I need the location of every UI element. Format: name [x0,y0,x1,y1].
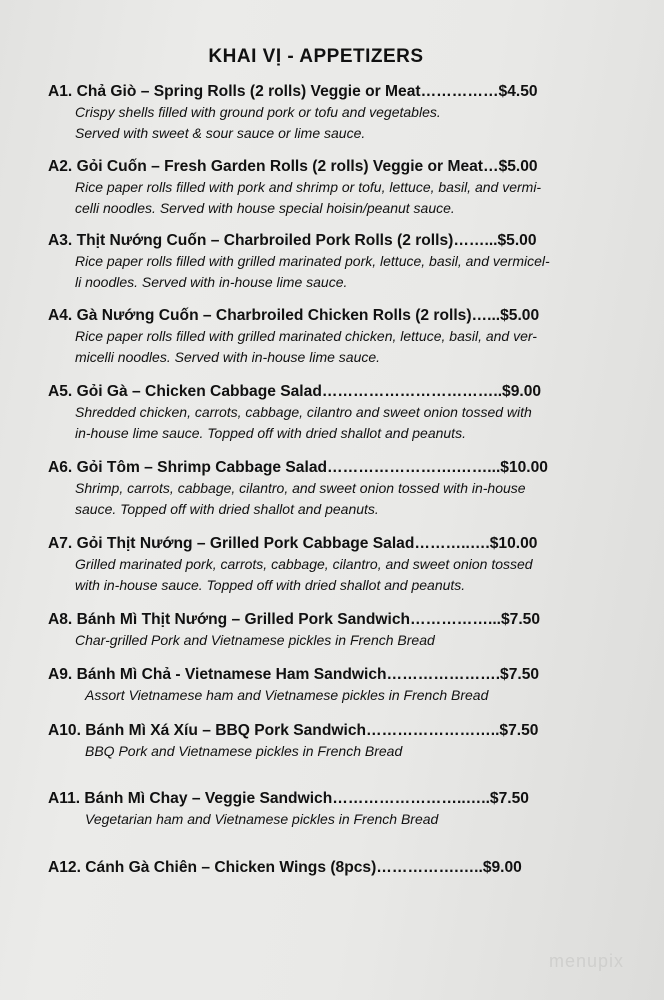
item-description-line: Grilled marinated pork, carrots, cabbage, cilantro, and sweet onion tossed [75,556,533,572]
item-heading: A9. Bánh Mì Chả - Vietnamese Ham Sandwich………………….$7.50 [48,666,540,683]
menu-item-a7 [48,534,608,596]
item-heading: A12. Cánh Gà Chiên – Chicken Wings (8pcs)…………….…..$9.00 [48,859,522,876]
item-description-line: Crispy shells filled with ground pork or tofu and vegetables. [75,104,441,120]
item-description-line: li noodles. Served with in-house lime sauce. [75,274,348,290]
item-description-line: Char-grilled Pork and Vietnamese pickles in French Bread [75,632,435,648]
item-heading: A10. Bánh Mì Xá Xíu – BBQ Pork Sandwich……………………..$7.50 [48,722,539,739]
item-description-line: celli noodles. Served with house special hoisin/peanut sauce. [75,200,455,216]
menu-item-a11 [48,789,608,830]
item-heading: A11. Bánh Mì Chay – Veggie Sandwich……………………..…..$7.50 [48,790,529,807]
menu-item-a1 [48,82,608,144]
item-description-line: Rice paper rolls filled with grilled marinated chicken, lettuce, basil, and ver- [75,328,537,344]
item-description-line: in-house lime sauce. Topped off with dried shallot and peanuts. [75,425,466,441]
menu-item-a10 [48,721,608,762]
item-heading: A5. Gỏi Gà – Chicken Cabbage Salad……………………………..$9.00 [48,383,542,400]
item-heading: A3. Thịt Nướng Cuốn – Charbroiled Pork Rolls (2 rolls)……...$5.00 [48,232,537,249]
menu-item-a8 [48,610,608,651]
item-description-line: Rice paper rolls filled with grilled marinated pork, lettuce, basil, and vermicel- [75,253,550,269]
item-heading: A7. Gỏi Thịt Nướng – Grilled Pork Cabbage Salad………..….$10.00 [48,535,538,552]
menu-item-a9 [48,665,608,706]
watermark: menupix [548,951,624,971]
item-heading: A1. Chả Giò – Spring Rolls (2 rolls) Veggie or Meat……………$4.50 [48,83,538,100]
item-heading: A6. Gỏi Tôm – Shrimp Cabbage Salad…………………….……...$10.00 [48,459,548,476]
item-description-line: Served with sweet & sour sauce or lime sauce. [75,125,366,141]
menu-item-a3 [48,231,608,293]
menu-title: KHAI VỊ - APPETIZERS [208,46,424,67]
item-description-line: BBQ Pork and Vietnamese pickles in French Bread [85,743,403,759]
item-description-line: Vegetarian ham and Vietnamese pickles in French Bread [85,811,439,827]
menu-item-a5 [48,382,608,444]
item-description-line: Rice paper rolls filled with pork and shrimp or tofu, lettuce, basil, and vermi- [75,179,542,195]
item-description-line: Shredded chicken, carrots, cabbage, cilantro and sweet onion tossed with [75,404,532,420]
item-description-line: with in-house sauce. Topped off with dried shallot and peanuts. [75,577,466,593]
menu-item-a4 [48,306,608,368]
menu-item-a6 [48,458,608,520]
item-heading: A4. Gà Nướng Cuốn – Charbroiled Chicken Rolls (2 rolls)…...$5.00 [48,307,540,324]
item-description-line: Shrimp, carrots, cabbage, cilantro, and sweet onion tossed with in-house [75,480,526,496]
item-heading: A8. Bánh Mì Thịt Nướng – Grilled Pork Sandwich……………...$7.50 [48,611,541,628]
item-description-line: sauce. Topped off with dried shallot and peanuts. [75,501,379,517]
item-heading: A2. Gỏi Cuốn – Fresh Garden Rolls (2 rolls) Veggie or Meat…$5.00 [48,158,538,175]
item-description-line: micelli noodles. Served with in-house lime sauce. [75,349,381,365]
menu-item-a2 [48,157,608,219]
menu-item-a12 [48,858,608,878]
item-description-line: Assort Vietnamese ham and Vietnamese pickles in French Bread [85,687,489,703]
